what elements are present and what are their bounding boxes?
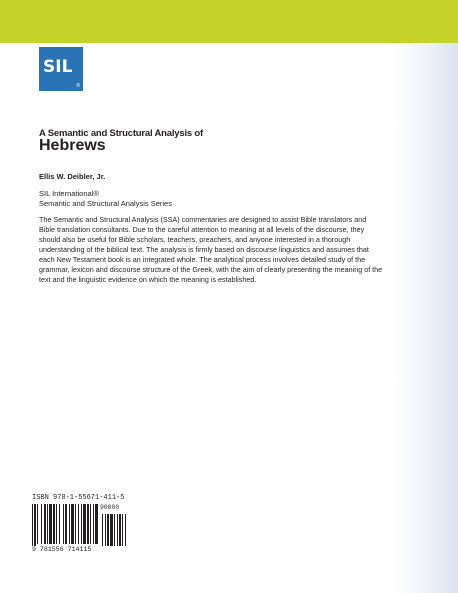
- series-name: Semantic and Structural Analysis Series: [39, 199, 172, 208]
- sil-logo-text: SIL: [43, 57, 73, 77]
- barcode-bar: [90, 504, 91, 544]
- publisher-name: SIL International®: [39, 189, 99, 198]
- barcode-bar: [71, 504, 74, 544]
- barcode-bar: [78, 504, 79, 544]
- barcode-bar: [44, 504, 46, 544]
- barcode-bar: [65, 504, 67, 544]
- barcode-addon-bar: [102, 514, 103, 546]
- barcode-addon-bar: [114, 514, 115, 546]
- top-color-band: [0, 0, 458, 43]
- barcode-addon-bar: [107, 514, 109, 546]
- barcode-bar: [47, 504, 48, 544]
- barcode-bar: [34, 504, 36, 546]
- right-edge-shade: [392, 43, 458, 593]
- barcode-bar: [59, 504, 60, 544]
- barcode-bar: [93, 504, 94, 544]
- sil-logo: [39, 47, 83, 91]
- barcode-bar: [75, 504, 76, 544]
- barcode-addon-bar: [119, 514, 121, 546]
- barcode-bar: [49, 504, 52, 544]
- book-title: Hebrews: [39, 137, 106, 154]
- book-subtitle: A Semantic and Structural Analysis of: [39, 128, 203, 139]
- book-description: The Semantic and Structural Analysis (SSA) commentaries are designed to assist Bible translators and Bible translation consultants. Due to the careful attention to meaning at all levels of the discourse, they should also be useful for Bible scholars, teachers, preachers, and anyone interested in a thorough understanding of the biblical text. The analysis is firmly based on discourse linguistics and assumes that each New Testament book is an integrated whole. The analytical process involves detailed study of the grammar, lexicon and discourse structure of the Greek, with the aim of clearly presenting the meaning of the text and the linguistic evidence on which the meaning is established.: [39, 215, 383, 284]
- barcode-bar: [81, 504, 82, 544]
- book-author: Ellis W. Deibler, Jr.: [39, 172, 106, 181]
- barcode-bar: [32, 504, 33, 546]
- barcode-bar: [83, 504, 86, 544]
- sil-logo-registered-mark: ®: [76, 83, 80, 89]
- barcode-bar: [41, 504, 42, 544]
- barcode-bar: [95, 504, 98, 544]
- barcode-bar: [87, 504, 89, 544]
- barcode-addon-bar: [105, 514, 106, 546]
- isbn-text: ISBN 978-1-55671-411-5: [32, 494, 125, 502]
- barcode-addon-digits: 90000: [100, 504, 120, 511]
- barcode-bar: [56, 504, 57, 544]
- barcode-digits: 9 781556 714115: [32, 546, 92, 553]
- barcode-addon-bar: [110, 514, 113, 546]
- barcode-addon-bar: [125, 514, 126, 546]
- barcode-bar: [53, 504, 55, 544]
- barcode-addon-bar: [117, 514, 118, 546]
- barcode-bar: [37, 504, 38, 544]
- barcode-block: [32, 494, 132, 554]
- barcode-bar: [63, 504, 64, 544]
- barcode-bar: [69, 504, 70, 544]
- barcode-addon-bar: [122, 514, 123, 546]
